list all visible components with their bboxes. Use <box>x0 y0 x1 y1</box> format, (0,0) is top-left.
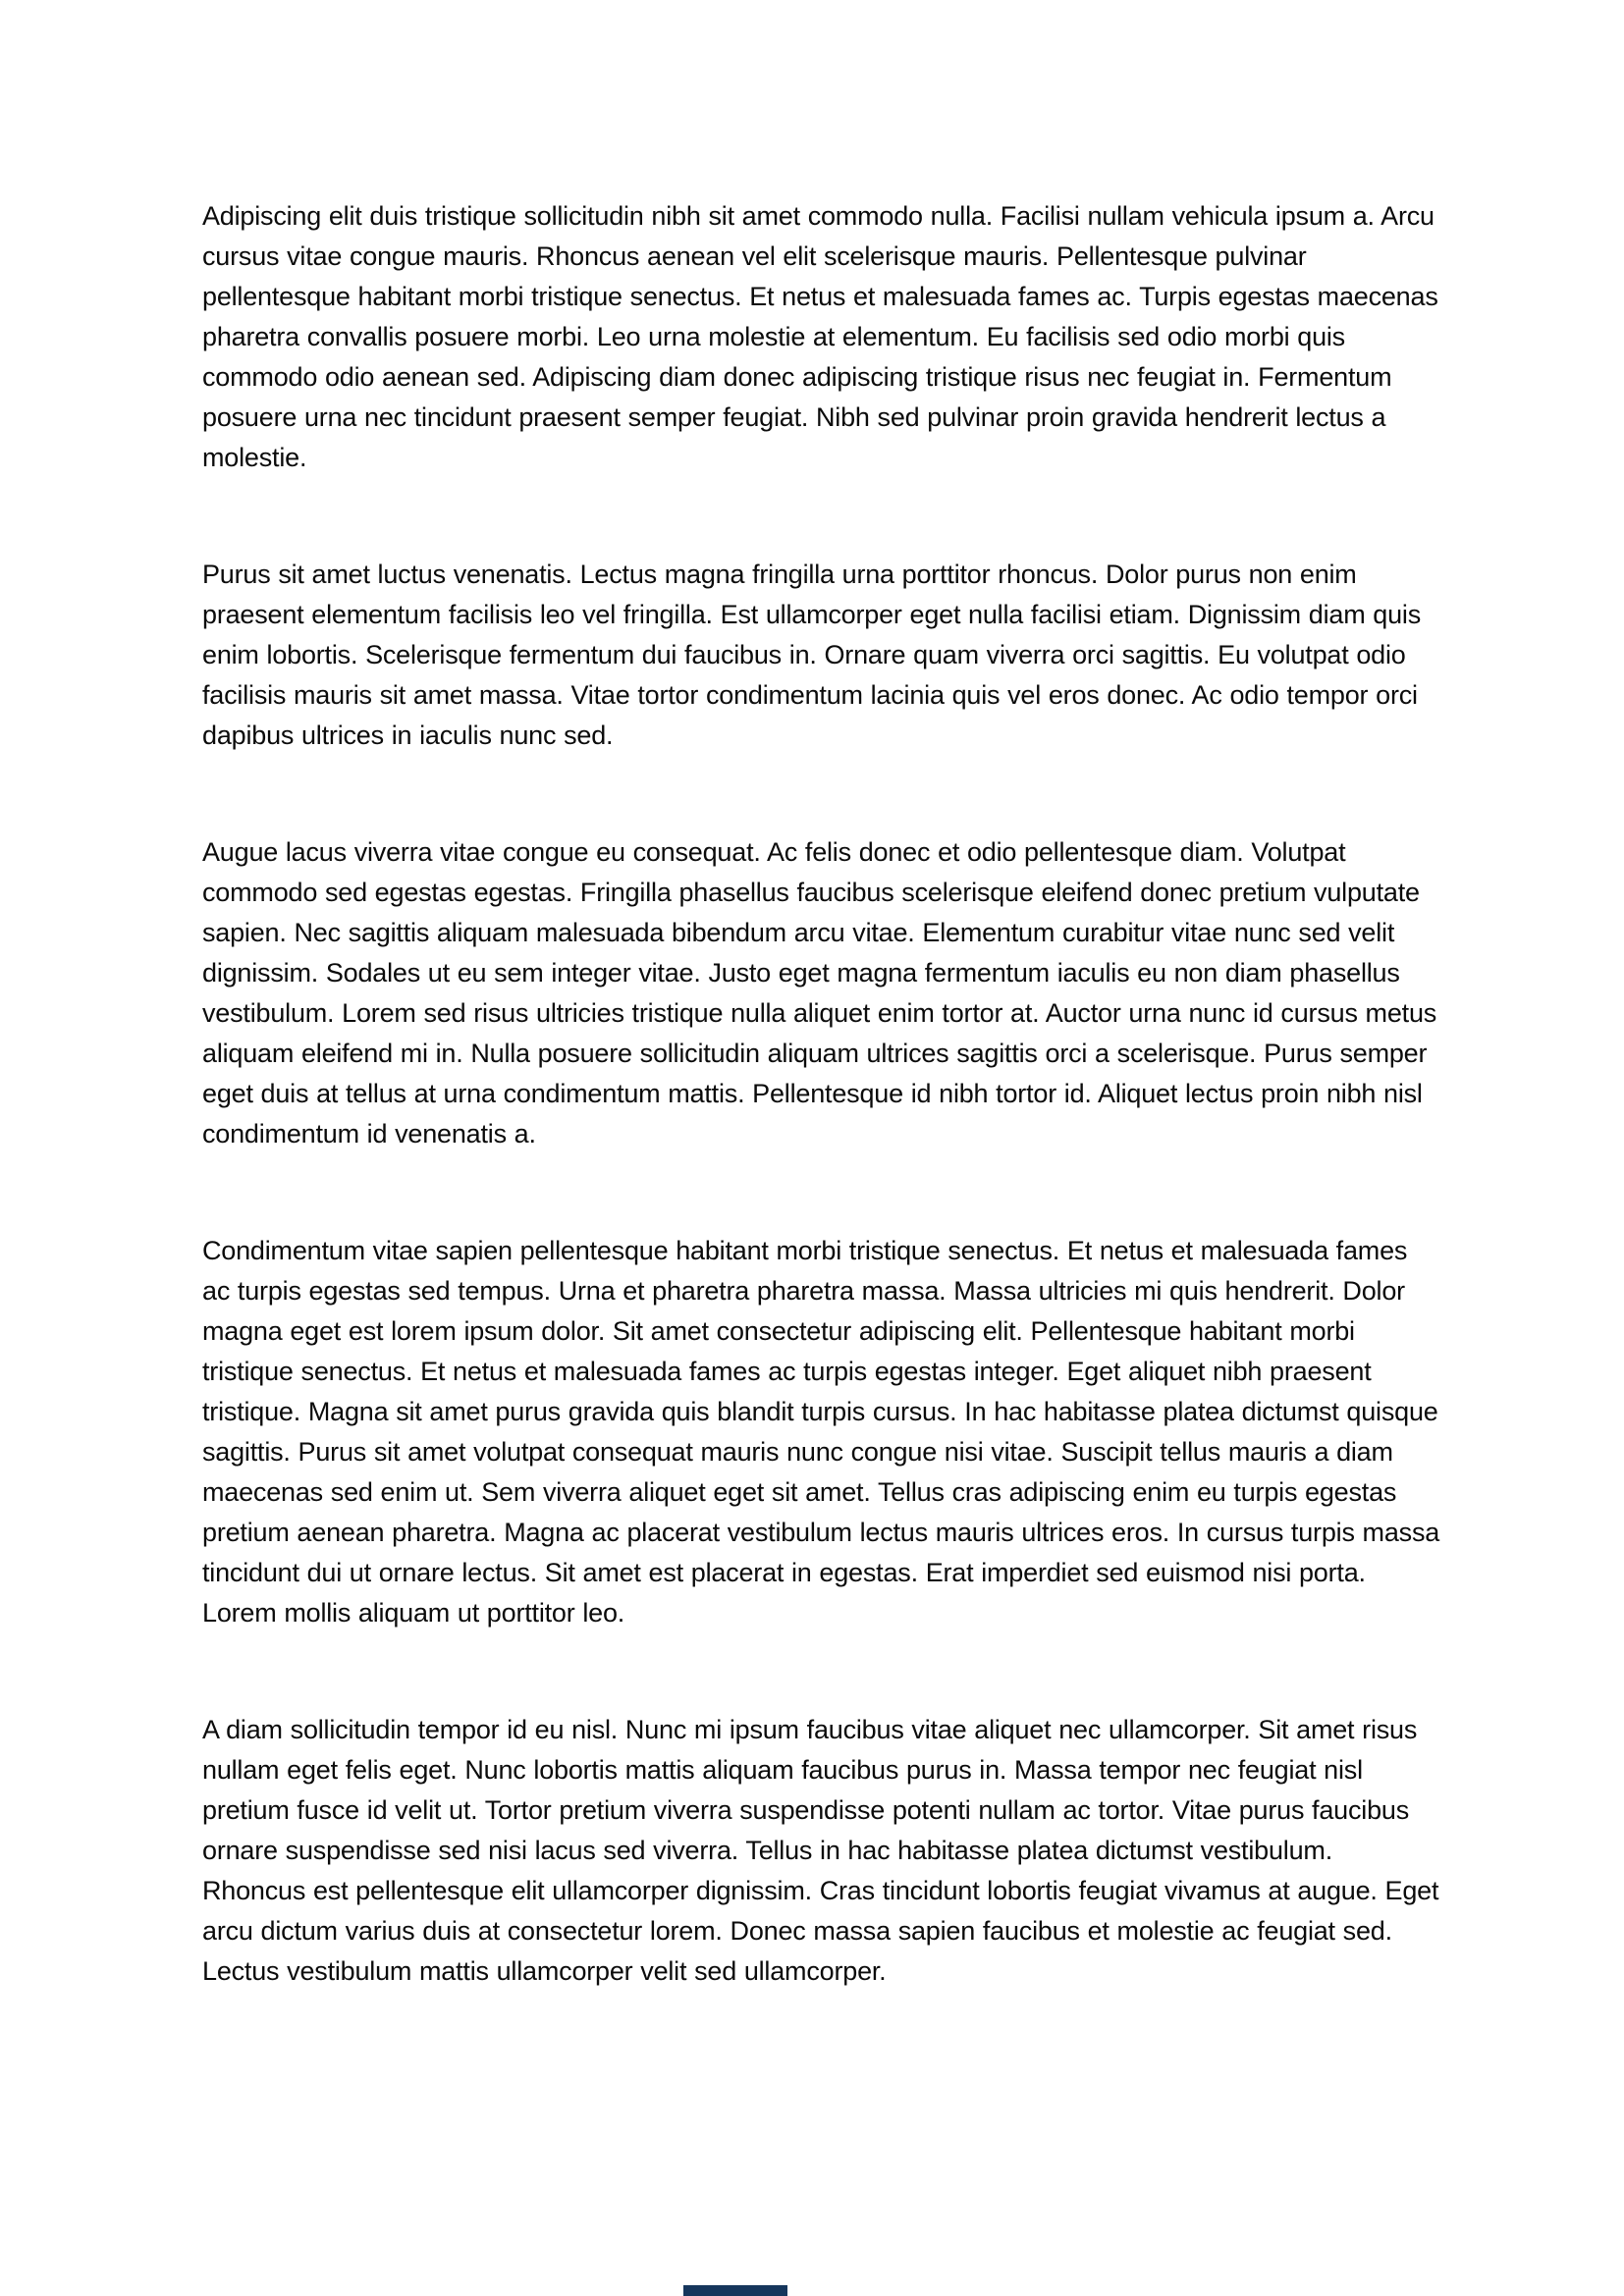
document-body <box>202 196 1442 2068</box>
bottom-bar-fragment <box>683 2285 787 2296</box>
paragraph: Condimentum vitae sapien pellentesque habitant morbi tristique senectus. Et netus et malesuada fames ac turpis egestas sed tempus. Urna et pharetra pharetra massa. Massa ultricies mi quis hendrerit. Dolor magna eget est lorem ipsum dolor. Sit amet consectetur adipiscing elit. Pellentesque habitant morbi tristique senectus. Et netus et malesuada fames ac turpis egestas integer. Eget aliquet nibh praesent tristique. Magna sit amet purus gravida quis blandit turpis cursus. In hac habitasse platea dictumst quisque sagittis. Purus sit amet volutpat consequat mauris nunc congue nisi vitae. Suscipit tellus mauris a diam maecenas sed enim ut. Sem viverra aliquet eget sit amet. Tellus cras adipiscing enim eu turpis egestas pretium aenean pharetra. Magna ac placerat vestibulum lectus mauris ultrices eros. In cursus turpis massa tincidunt dui ut ornare lectus. Sit amet est placerat in egestas. Erat imperdiet sed euismod nisi porta. Lorem mollis aliquam ut porttitor leo. <box>202 1236 1440 1628</box>
paragraph: A diam sollicitudin tempor id eu nisl. Nunc mi ipsum faucibus vitae aliquet nec ullamcorper. Sit amet risus nullam eget felis eget. Nunc lobortis mattis aliquam faucibus purus in. Massa tempor nec feugiat nisl pretium fusce id velit ut. Tortor pretium viverra suspendisse potenti nullam ac tortor. Vitae purus faucibus ornare suspendisse sed nisi lacus sed viverra. Tellus in hac habitasse platea dictumst vestibulum. Rhoncus est pellentesque elit ullamcorper dignissim. Cras tincidunt lobortis feugiat vivamus at augue. Eget arcu dictum varius duis at consectetur lorem. Donec massa sapien faucibus et molestie ac feugiat sed. Lectus vestibulum mattis ullamcorper velit sed ullamcorper. <box>202 1715 1439 1986</box>
paragraph: Augue lacus viverra vitae congue eu consequat. Ac felis donec et odio pellentesque diam. Volutpat commodo sed egestas egestas. Fringilla phasellus faucibus scelerisque eleifend donec pretium vulputate sapien. Nec sagittis aliquam malesuada bibendum arcu vitae. Elementum curabitur vitae nunc sed velit dignissim. Sodales ut eu sem integer vitae. Justo eget magna fermentum iaculis eu non diam phasellus vestibulum. Lorem sed risus ultricies tristique nulla aliquet enim tortor at. Auctor urna nunc id cursus metus aliquam eleifend mi in. Nulla posuere sollicitudin aliquam ultrices sagittis orci a scelerisque. Purus semper eget duis at tellus at urna condimentum mattis. Pellentesque id nibh tortor id. Aliquet lectus proin nibh nisl condimentum id venenatis a. <box>202 837 1437 1148</box>
paragraph: Purus sit amet luctus venenatis. Lectus magna fringilla urna porttitor rhoncus. Dolor purus non enim praesent elementum facilisis leo vel fringilla. Est ullamcorper eget nulla facilisi etiam. Dignissim diam quis enim lobortis. Scelerisque fermentum dui faucibus in. Ornare quam viverra orci sagittis. Eu volutpat odio facilisis mauris sit amet massa. Vitae tortor condimentum lacinia quis vel eros donec. Ac odio tempor orci dapibus ultrices in iaculis nunc sed. <box>202 560 1422 750</box>
paragraph: Adipiscing elit duis tristique sollicitudin nibh sit amet commodo nulla. Facilisi nullam vehicula ipsum a. Arcu cursus vitae congue mauris. Rhoncus aenean vel elit scelerisque mauris. Pellentesque pulvinar pellentesque habitant morbi tristique senectus. Et netus et malesuada fames ac. Turpis egestas maecenas pharetra convallis posuere morbi. Leo urna molestie at elementum. Eu facilisis sed odio morbi quis commodo odio aenean sed. Adipiscing diam donec adipiscing tristique risus nec feugiat in. Fermentum posuere urna nec tincidunt praesent semper feugiat. Nibh sed pulvinar proin gravida hendrerit lectus a molestie. <box>202 201 1438 472</box>
